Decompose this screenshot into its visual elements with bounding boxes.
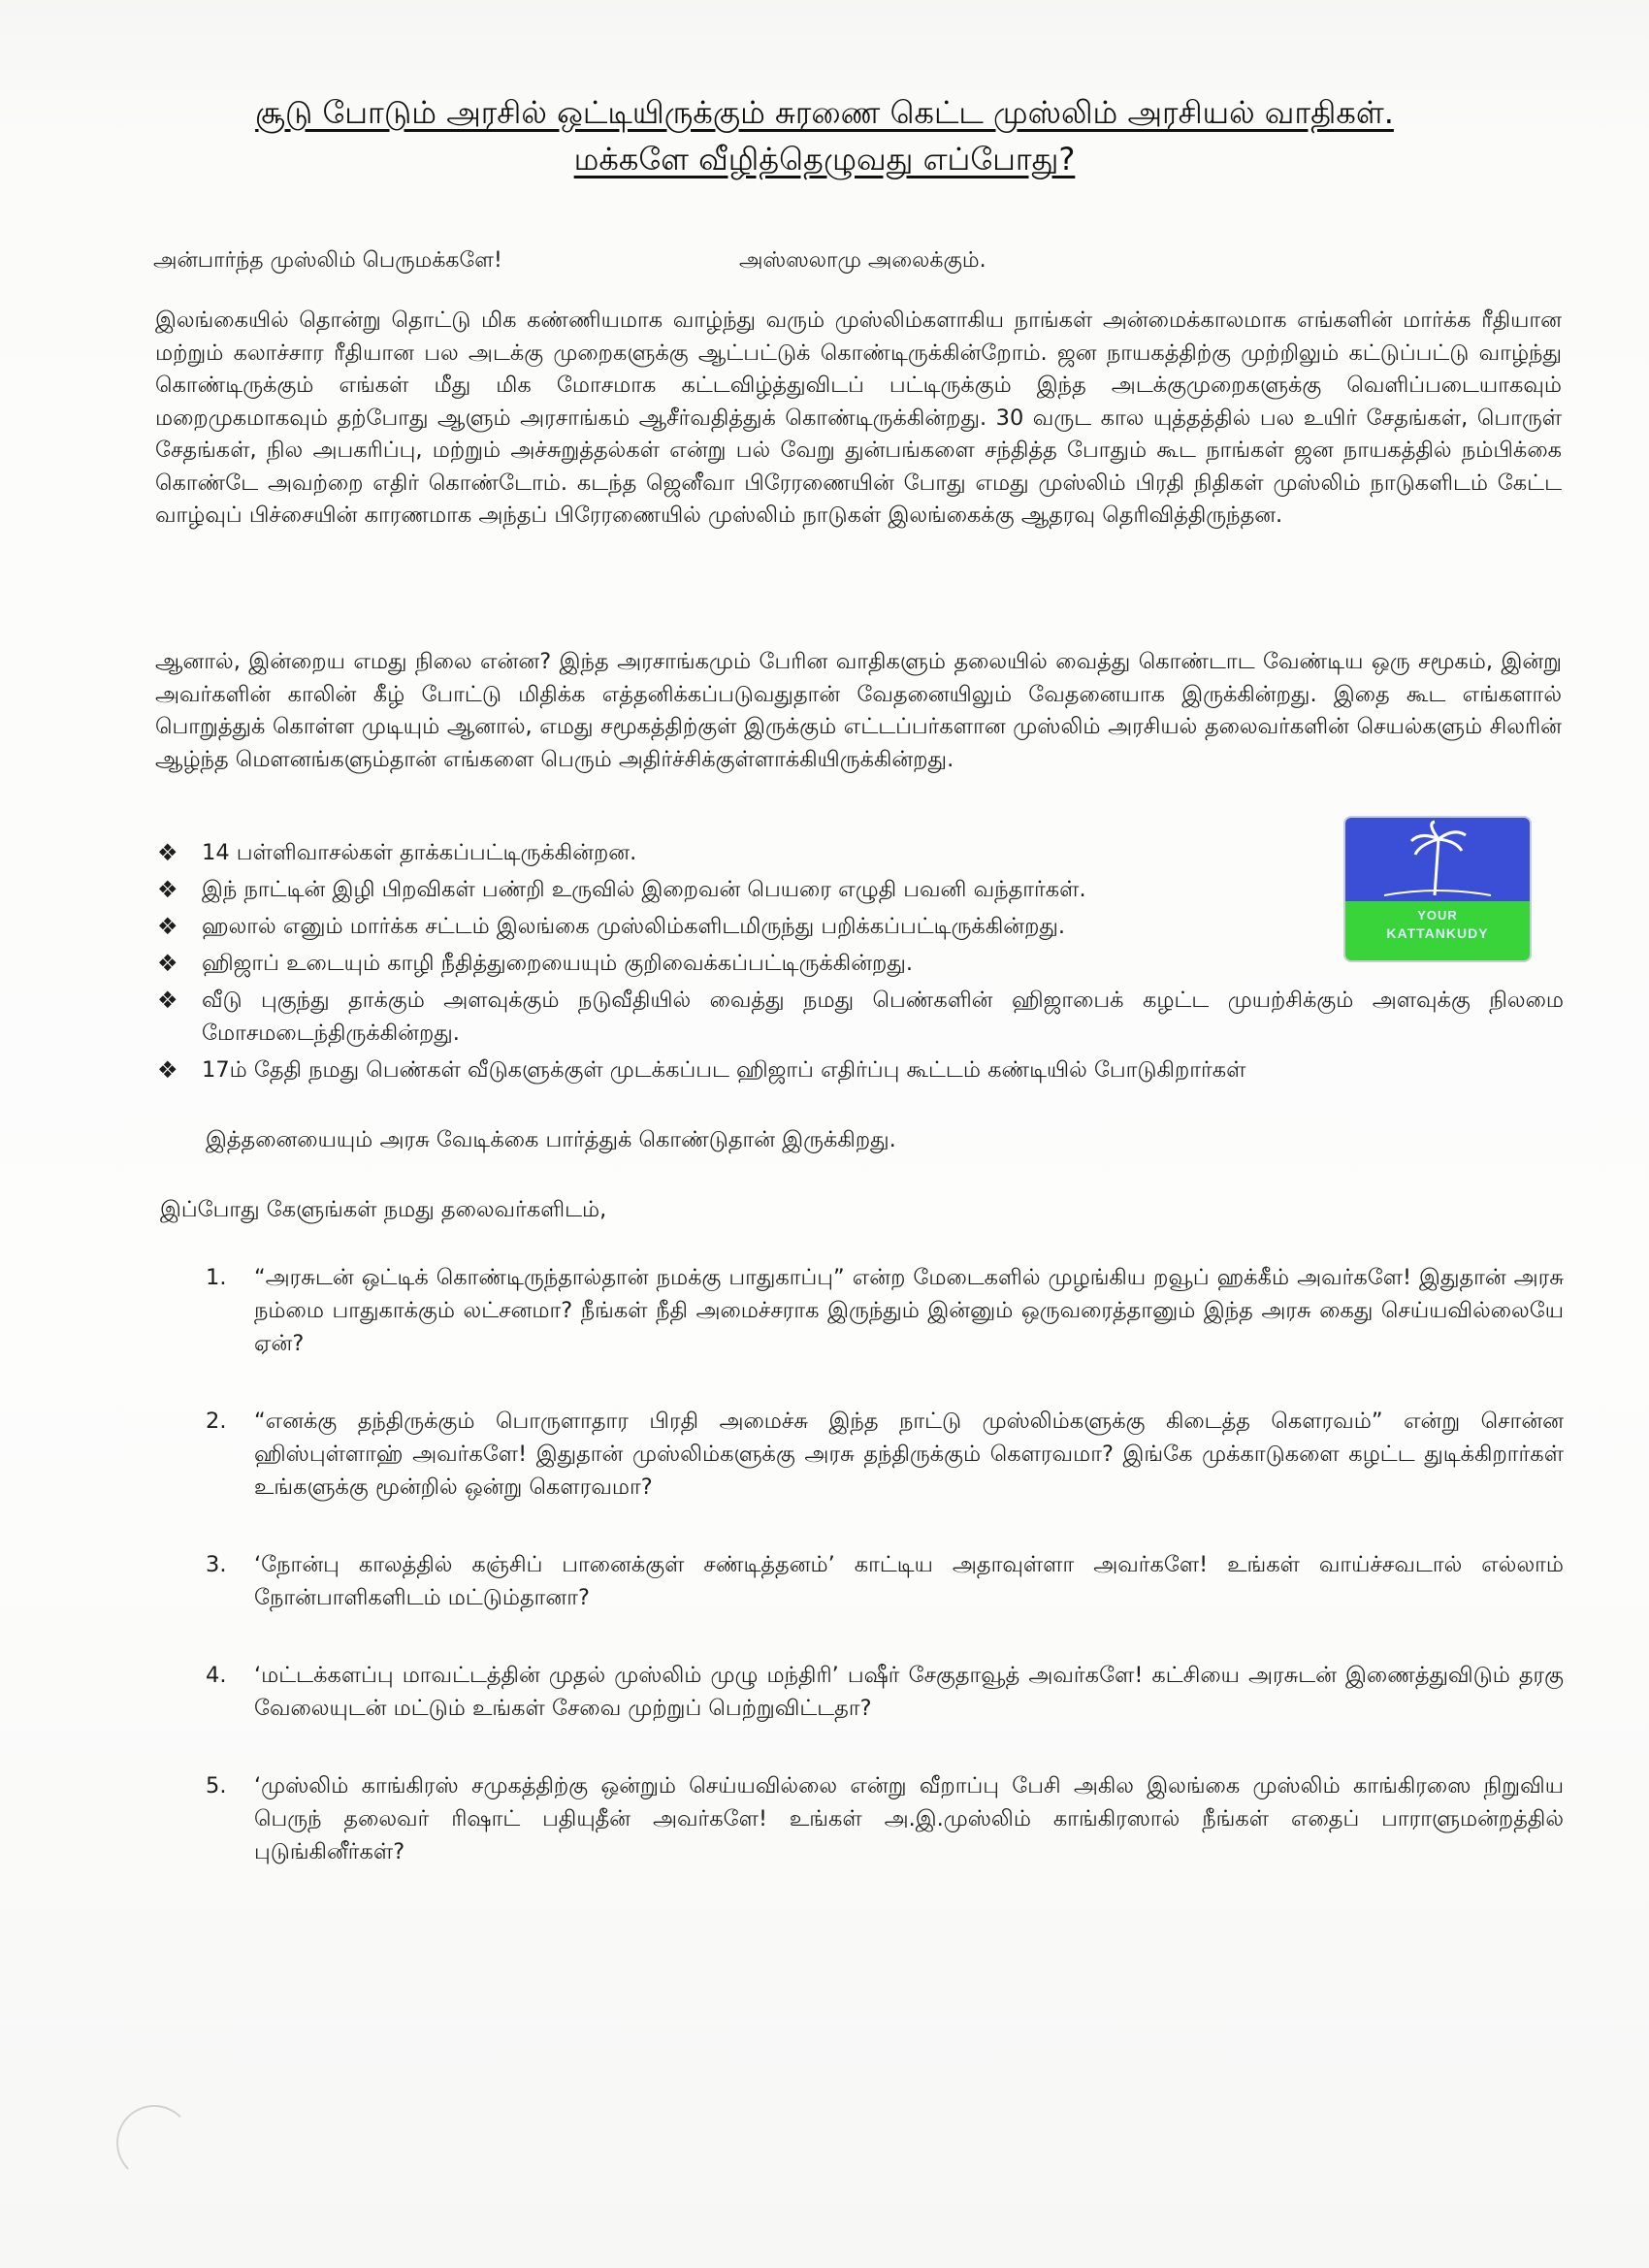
title-line-1: சூடு போடும் அரசில் ஒட்டியிருக்கும் சுரணை கெட்ட முஸ்லிம் அரசியல் வாதிகள்.: [255, 94, 1394, 131]
paragraph-current-situation: ஆனால், இன்றைய எமது நிலை என்ன? இந்த அரசாங்கமும் பேரின வாதிகளும் தலையில் வைத்து கொண்டாட வேண்டிய ஒரு சமூகம், இன்று அவர்களின் காலின் கீழ் போட்டு மிதிக்க எத்தனிக்கப்படுவதுதான் வேதனையிலும் வேதனையாக இருக்கின்றது. இதை கூட எங்களால் பொறுத்துக் கொள்ள முடியும் ஆனால், எமது சமூகத்திற்குள் இருக்கும் எட்டப்பர்களான முஸ்லிம் அரசியல் தலைவர்களின் செயல்களும் சிலரின் ஆழ்ந்த மௌனங்களும்தான் எங்களை பெரும் அதிர்ச்சிக்குள்ளாக்கியிருக்கின்றது.: [155, 649, 1562, 772]
list-item: [157, 947, 1564, 980]
greeting-salutation: அன்பார்ந்த முஸ்லிம் பெருமக்களே!: [153, 248, 502, 273]
list-item-text: வீடு புகுந்து தாக்கும் அளவுக்கும் நடுவீதியில் வைத்து நமது பெண்களின் ஹிஜாபைக் கழட்ட முயற்சிக்கும் அளவுக்கு நிலமை மோசமடைந்திருக்கின்றது.: [202, 988, 1564, 1046]
question-text: “அரசுடன் ஒட்டிக் கொண்டிருந்தால்தான் நமக்கு பாதுகாப்பு” என்ற மேடைகளில் முழங்கிய றவூப் ஹக்கீம் அவர்களே! இதுதான் அரசு நம்மை பாதுகாக்கும் லட்சனமா? நீங்கள் நீதி அமைச்சராக இருந்தும் இன்னும் ஒருவரைத்தானும் இந்த அரசு கைது செய்யவில்லையே ஏன்?: [254, 1265, 1564, 1356]
question-text: ‘நோன்பு காலத்தில் கஞ்சிப் பானைக்குள் சண்டித்தனம்’ காட்டிய அதாவுள்ளா அவர்களே! உங்கள் வாய்ச்சவடால் எல்லாம் நோன்பாளிகளிடம் மட்டும்தானா?: [254, 1552, 1564, 1610]
bullet-list: [157, 836, 1564, 1090]
question-number: 2.: [206, 1409, 227, 1434]
bullet-diamond-icon: ❖: [157, 839, 178, 866]
logo-text-your: YOUR: [1417, 908, 1458, 923]
list-item: [206, 1548, 1564, 1614]
list-item: [157, 836, 1564, 869]
list-item-text: 14 பள்ளிவாசல்கள் தாக்கப்பட்டிருக்கின்றன.: [202, 840, 637, 865]
logo-text-kattankudy: KATTANKUDY: [1386, 925, 1489, 941]
list-item: [157, 1053, 1564, 1086]
list-item: [206, 1261, 1564, 1360]
document-title: [136, 89, 1513, 182]
paragraph-intro: இலங்கையில் தொன்று தொட்டு மிக கண்ணியமாக வாழ்ந்து வரும் முஸ்லிம்களாகிய நாங்கள் அன்மைக்காலமாக எங்களின் மார்க்க ரீதியான மற்றும் கலாச்சார ரீதியான பல அடக்கு முறைகளுக்கு ஆட்பட்டுக் கொண்டிருக்கின்றோம். ஜன நாயகத்திற்கு முற்றிலும் கட்டுப்பட்டு வாழ்ந்து கொண்டிருக்கும் எங்கள் மீது மிக மோசமாக கட்டவிழ்த்துவிடப் பட்டிருக்கும் இந்த அடக்குமுறைகளுக்கு வெளிப்படையாகவும் மறைமுகமாகவும் தற்போது ஆளும் அரசாங்கம் ஆசீர்வதித்துக் கொண்டிருக்கின்றது. 30 வருட கால யுத்தத்தில் பல உயிர் சேதங்கள், பொருள் சேதங்கள், நில அபகரிப்பு, மற்றும் அச்சுறுத்தல்கள் என்று பல் வேறு துன்பங்களை சந்தித்த போதும் கூட நாங்கள் ஜன நாயகத்தில் நம்பிக்கை கொண்டே அவற்றை எதிர் கொண்டோம். கடந்த ஜெனீவா பிரேரணையின் போது எமது முஸ்லிம் பிரதி நிதிகள் முஸ்லிம் நாடுகளிடம் கேட்ட வாழ்வுப் பிச்சையின் காரணமாக அந்தப் பிரேரணையில் முஸ்லிம் நாடுகள் இலங்கைக்கு ஆதரவு தெரிவித்திருந்தன.: [155, 308, 1562, 528]
list-item-text: இந் நாட்டின் இழி பிறவிகள் பண்றி உருவில் இறைவன் பெயரை எழுதி பவனி வந்தார்கள்.: [202, 877, 1086, 902]
list-item: [206, 1659, 1564, 1725]
bullet-diamond-icon: ❖: [157, 913, 178, 940]
question-text: ‘மட்டக்களப்பு மாவட்டத்தின் முதல் முஸ்லிம் முழு மந்திரி’ பஷீர் சேகுதாவூத் அவர்களே! கட்சியை அரசுடன் இணைத்துவிடும் தரகு வேலையுடன் மட்டும் உங்கள் சேவை முற்றுப் பெற்றுவிட்டதா?: [254, 1663, 1564, 1721]
bullet-diamond-icon: ❖: [157, 950, 178, 977]
bullet-diamond-icon: ❖: [157, 987, 178, 1014]
question-number: 3.: [206, 1552, 227, 1577]
greeting-salam: அஸ்ஸலாமு அலைக்கும்.: [739, 248, 986, 273]
list-item: [206, 1769, 1564, 1868]
list-item-text: ஹிஜாப் உடையும் காழி நீதித்துறையையும் குறிவைக்கப்பட்டிருக்கின்றது.: [202, 951, 914, 976]
bullet-diamond-icon: ❖: [157, 876, 178, 903]
question-text: “எனக்கு தந்திருக்கும் பொருளாதார பிரதி அமைச்சு இந்த நாட்டு முஸ்லிம்களுக்கு கிடைத்த கௌரவம்” என்று சொன்ன ஹிஸ்புள்ளாஹ் அவர்களே! இதுதான் முஸ்லிம்களுக்கு அரசு தந்திருக்கும் கௌரவமா? இங்கே முக்காடுகளை கழட்ட துடிக்கிறார்கள் உங்களுக்கு மூன்றில் ஒன்று கௌரவமா?: [254, 1409, 1564, 1500]
list-item: [157, 910, 1564, 943]
list-item: [206, 1405, 1564, 1504]
question-prompt: இப்போது கேளுங்கள் நமது தலைவர்களிடம்,: [160, 1197, 607, 1222]
list-item: [157, 984, 1564, 1050]
list-item-text: ஹலால் எனும் மார்க்க சட்டம் இலங்கை முஸ்லிம்களிடமிருந்து பறிக்கப்பட்டிருக்கின்றது.: [202, 914, 1066, 939]
closing-line: இத்தனையையும் அரசு வேடிக்கை பார்த்துக் கொண்டுதான் இருக்கிறது.: [206, 1127, 896, 1152]
punch-hole-mark: [116, 2105, 192, 2181]
title-line-2: மக்களே வீழித்தெழுவது எப்போது?: [573, 141, 1076, 178]
question-number: 4.: [206, 1663, 227, 1688]
question-number: 1.: [206, 1265, 227, 1290]
question-number: 5.: [206, 1773, 227, 1798]
list-item: [157, 873, 1564, 906]
question-list: [206, 1261, 1564, 1913]
list-item-text: 17ம் தேதி நமது பெண்கள் வீடுகளுக்குள் முடக்கப்பட ஹிஜாப் எதிர்ப்பு கூட்டம் கண்டியில் போடுகிறார்கள்: [202, 1057, 1246, 1083]
question-text: ‘முஸ்லிம் காங்கிரஸ் சமுகத்திற்கு ஒன்றும் செய்யவில்லை என்று வீறாப்பு பேசி அகில இலங்கை முஸ்லிம் காங்கிரஸை நிறுவிய பெருந் தலைவர் ரிஷாட் பதியுதீன் அவர்களே! உங்கள் அ.இ.முஸ்லிம் காங்கிரஸால் நீங்கள் எதைப் பாராளுமன்றத்தில் புடுங்கினீர்கள்?: [254, 1773, 1564, 1864]
bullet-diamond-icon: ❖: [157, 1056, 178, 1084]
